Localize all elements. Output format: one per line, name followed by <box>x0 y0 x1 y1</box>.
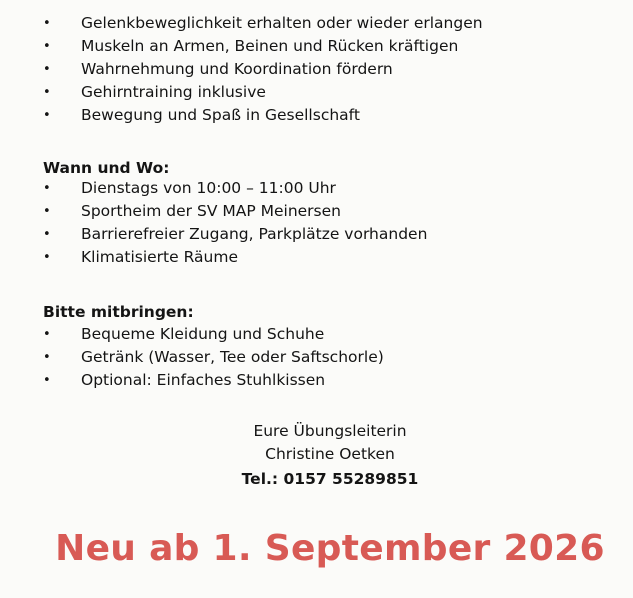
bullet-icon: • <box>43 350 51 365</box>
signature-phone: Tel.: 0157 55289851 <box>241 470 419 488</box>
announcement-banner: Neu ab 1. September 2026 <box>55 528 605 569</box>
bullet-icon: • <box>43 227 51 242</box>
list-item-text: Bewegung und Spaß in Gesellschaft <box>81 106 360 124</box>
bullet-icon: • <box>43 62 51 77</box>
bullet-icon: • <box>43 250 51 265</box>
bullet-icon: • <box>43 39 51 54</box>
bullet-icon: • <box>43 85 51 100</box>
list-item-text: Getränk (Wasser, Tee oder Saftschorle) <box>81 348 384 366</box>
list-item-text: Gehirntraining inklusive <box>81 83 266 101</box>
bullet-icon: • <box>43 373 51 388</box>
list-item-text: Wahrnehmung und Koordination fördern <box>81 60 393 78</box>
when-where-heading: Wann und Wo: <box>43 159 170 177</box>
signature-name: Christine Oetken <box>265 445 395 463</box>
list-item-text: Muskeln an Armen, Beinen und Rücken kräftigen <box>81 37 459 55</box>
list-item-text: Optional: Einfaches Stuhlkissen <box>81 371 326 389</box>
list-item-text: Sportheim der SV MAP Meinersen <box>81 202 341 220</box>
bullet-icon: • <box>43 16 51 31</box>
list-item-text: Barrierefreier Zugang, Parkplätze vorhanden <box>81 225 428 243</box>
bring-heading: Bitte mitbringen: <box>43 303 194 321</box>
bullet-icon: • <box>43 181 51 196</box>
list-item-text: Dienstags von 10:00 – 11:00 Uhr <box>81 179 336 197</box>
bullet-icon: • <box>43 108 51 123</box>
signature-role: Eure Übungsleiterin <box>253 422 407 440</box>
list-item-text: Klimatisierte Räume <box>81 248 238 266</box>
bullet-icon: • <box>43 204 51 219</box>
list-item-text: Gelenkbeweglichkeit erhalten oder wieder erlangen <box>81 14 483 32</box>
list-item-text: Bequeme Kleidung und Schuhe <box>81 325 325 343</box>
bullet-icon: • <box>43 327 51 342</box>
